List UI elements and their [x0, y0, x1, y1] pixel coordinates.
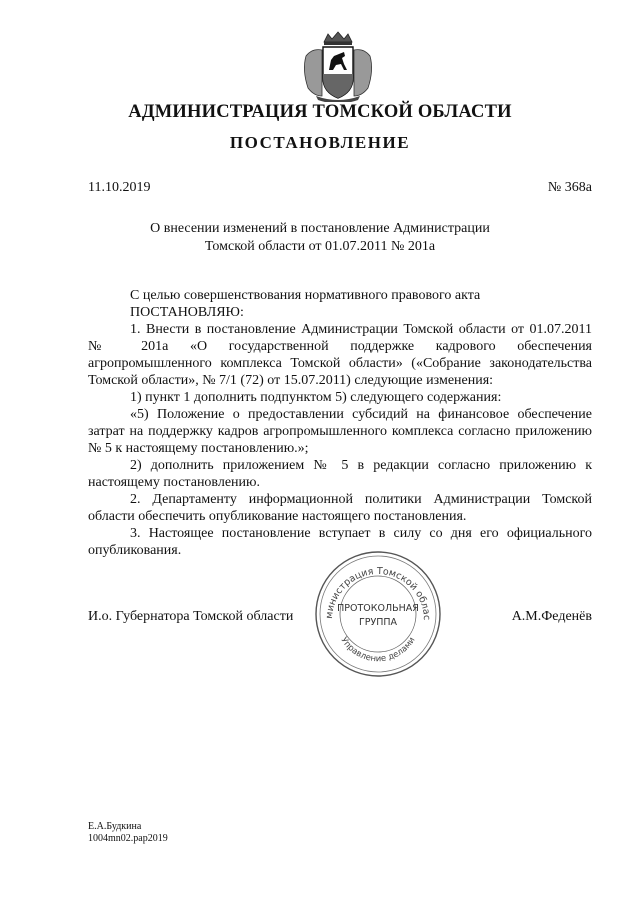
executor-name: Е.А.Будкина — [88, 821, 142, 832]
document-body — [88, 287, 592, 559]
stamp-bottom-text: Управление делами — [338, 635, 418, 665]
body-paragraph: 2) дополнить приложением № 5 в редакции согласно приложению к настоящему постановлению. — [88, 458, 592, 490]
executor-info — [88, 821, 168, 845]
executor-file: 1004mn02.pap2019 — [88, 833, 168, 844]
body-paragraph: С целью совершенствования нормативного правового акта — [130, 288, 481, 303]
signatory-name: А.М.Феденёв — [511, 609, 592, 624]
stamp-center-line-1: ПРОТОКОЛЬНАЯ — [337, 603, 419, 614]
body-paragraph: 1. Внести в постановление Администрации Томской области от 01.07.2011 № 201а «О государственной поддержке кадрового обеспечения агропромышленного комплекса Томской области» («Собрание законодательства Томской области», № 7/1 (72) от 15.07.2011) следующие изменения: — [88, 322, 592, 388]
signatory-position: И.о. Губернатора Томской области — [88, 609, 294, 624]
body-paragraph: «5) Положение о предоставлении субсидий на финансовое обеспечение затрат на поддержку кадров агропромышленного комплекса согласно приложению № 5 к настоящему постановлению.»; — [88, 407, 592, 456]
body-paragraph: ПОСТАНОВЛЯЮ: — [130, 305, 244, 320]
coat-of-arms-icon — [298, 30, 378, 102]
document-date: 11.10.2019 — [88, 180, 151, 195]
document-type: ПОСТАНОВЛЕНИЕ — [229, 133, 411, 152]
body-paragraph: 2. Департаменту информационной политики Администрации Томской области обеспечить опубликование настоящего постановления. — [88, 492, 592, 524]
document-number: № 368а — [547, 180, 592, 195]
body-paragraph: 3. Настоящее постановление вступает в силу со дня его официального опубликования. — [88, 526, 592, 558]
stamp-center-line-2: ГРУППА — [358, 617, 398, 628]
organization-title: АДМИНИСТРАЦИЯ ТОМСКОЙ ОБЛАСТИ — [128, 102, 512, 122]
body-paragraph: 1) пункт 1 дополнить подпунктом 5) следующего содержания: — [130, 390, 502, 405]
subject-line-2: Томской области от 01.07.2011 № 201а — [204, 239, 436, 254]
document-subject — [0, 220, 640, 256]
subject-line-1: О внесении изменений в постановление Администрации — [150, 221, 490, 236]
official-stamp — [312, 548, 444, 680]
stamp-ring-text: министрация Томской облас — [323, 565, 433, 621]
